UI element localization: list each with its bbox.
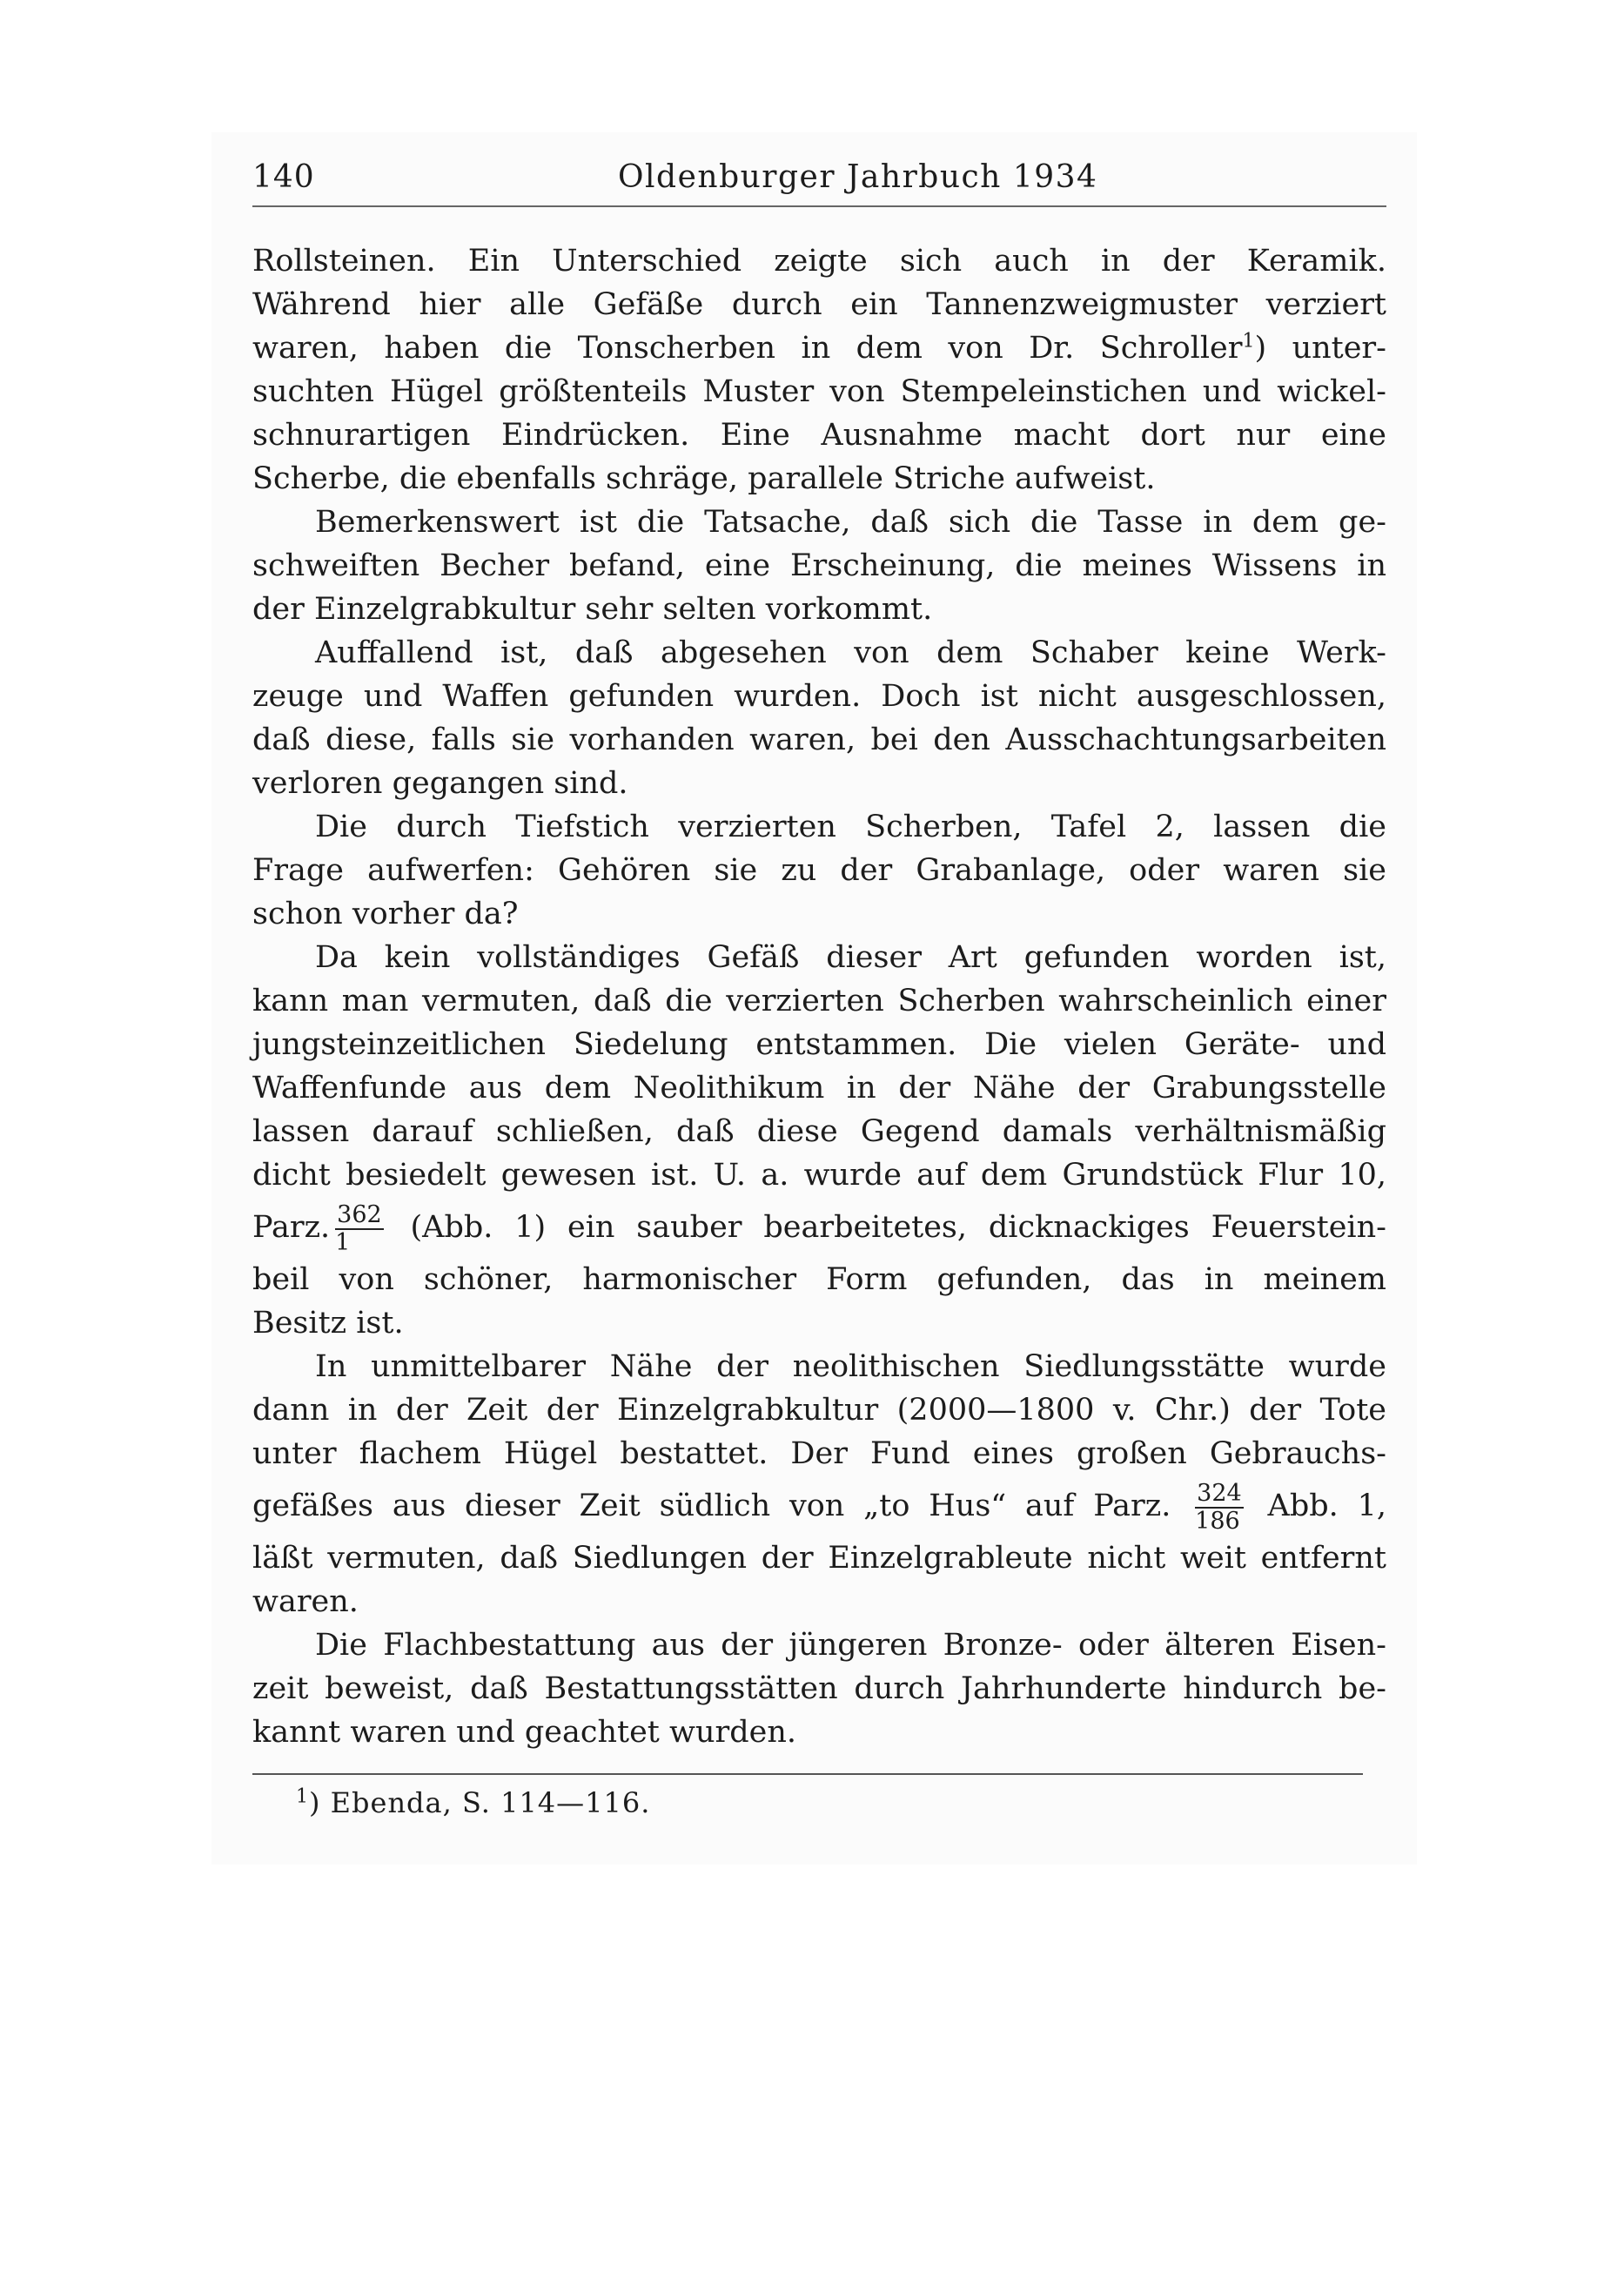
- text-line: [252, 1475, 1386, 1536]
- paragraph-start: In unmittelbarer Nähe der neolithischen Siedlungsstätte wurde: [315, 1349, 1386, 1384]
- text-line: [252, 1197, 1386, 1258]
- footnote-marker: 1: [296, 1785, 309, 1808]
- text-line: Scherbe, die ebenfalls schräge, parallele Striche aufweist.: [252, 461, 1156, 496]
- body-text: [252, 239, 1386, 1754]
- text-line: schnurartigen Eindrücken. Eine Ausnahme macht dort nur eine: [252, 418, 1386, 453]
- text-line: Rollsteinen. Ein Unterschied zeigte sich auch in der Keramik.: [252, 244, 1386, 279]
- text-line: waren.: [252, 1584, 359, 1619]
- fraction-numerator: 362: [337, 1200, 382, 1228]
- text-segment: gefäßes aus dieser Zeit südlich von „to Hus“ auf Parz.: [252, 1489, 1171, 1523]
- footnote: [296, 1786, 650, 1819]
- text-line: zeit beweist, daß Bestattungsstätten durch Jahrhunderte hindurch be-: [252, 1671, 1386, 1706]
- parcel-fraction: [335, 1202, 384, 1256]
- text-line: Waffenfunde aus dem Neolithikum in der Nähe der Grabungsstelle: [252, 1071, 1386, 1106]
- text-line: jungsteinzeitlichen Siedelung entstammen. Die vielen Geräte- und: [252, 1027, 1386, 1062]
- fraction-numerator: 324: [1197, 1479, 1242, 1507]
- text-line: läßt vermuten, daß Siedlungen der Einzelgrableute nicht weit entfernt: [252, 1541, 1386, 1576]
- text-line: beil von schöner, harmonischer Form gefunden, das in meinem: [252, 1262, 1386, 1297]
- text-line: verloren gegangen sind.: [252, 766, 628, 801]
- text-line: zeuge und Waffen gefunden wurden. Doch ist nicht ausgeschlossen,: [252, 679, 1386, 714]
- text-line: kann man vermuten, daß die verzierten Scherben wahrscheinlich einer: [252, 984, 1386, 1018]
- text-line: dicht besiedelt gewesen ist. U. a. wurde auf dem Grundstück Flur 10,: [252, 1158, 1386, 1193]
- paragraph-start: Die Flachbestattung aus der jüngeren Bronze- oder älteren Eisen-: [315, 1628, 1386, 1663]
- fraction-denominator: 1: [335, 1228, 351, 1256]
- text-line: [252, 326, 1386, 370]
- text-line: kannt waren und geachtet wurden.: [252, 1715, 797, 1750]
- text-line: unter flachem Hügel bestattet. Der Fund eines großen Gebrauchs-: [252, 1436, 1386, 1471]
- text-segment: ) unter-: [1254, 331, 1386, 366]
- paragraph-start: Auffallend ist, daß abgesehen von dem Schaber keine Werk-: [315, 635, 1386, 670]
- footnote-ref: 1: [1242, 330, 1255, 353]
- text-line: lassen darauf schließen, daß diese Gegend damals verhältnismäßig: [252, 1114, 1386, 1149]
- running-title: Oldenburger Jahrbuch 1934: [618, 159, 1098, 195]
- header-rule: [252, 205, 1386, 207]
- text-segment: Parz.: [252, 1210, 331, 1245]
- text-line: Frage aufwerfen: Gehören sie zu der Grabanlage, oder waren sie: [252, 853, 1386, 888]
- footnote-rule: [252, 1773, 1363, 1775]
- text-line: schon vorher da?: [252, 897, 519, 931]
- text-line: Besitz ist.: [252, 1306, 404, 1341]
- paragraph-start: Bemerkenswert ist die Tatsache, daß sich die Tasse in dem ge-: [315, 505, 1386, 540]
- text-segment: (Abb. 1) ein sauber bearbeitetes, dicknackiges Feuerstein-: [410, 1210, 1386, 1245]
- text-segment: Abb. 1,: [1267, 1489, 1386, 1523]
- text-segment: waren, haben die Tonscherben in dem von Dr. Schroller: [252, 331, 1243, 366]
- parcel-fraction: [1195, 1481, 1244, 1535]
- page-number: 140: [252, 159, 315, 195]
- paragraph-start: Die durch Tiefstich verzierten Scherben, Tafel 2, lassen die: [315, 810, 1386, 844]
- text-line: Während hier alle Gefäße durch ein Tannenzweigmuster verziert: [252, 287, 1386, 322]
- footnote-text: ) Ebenda, S. 114—116.: [309, 1786, 651, 1819]
- text-line: dann in der Zeit der Einzelgrabkultur (2000—1800 v. Chr.) der Tote: [252, 1393, 1386, 1428]
- text-line: suchten Hügel größtenteils Muster von Stempeleinstichen und wickel-: [252, 374, 1386, 409]
- text-line: daß diese, falls sie vorhanden waren, bei den Ausschachtungsarbeiten: [252, 723, 1386, 757]
- paragraph-start: Da kein vollständiges Gefäß dieser Art gefunden worden ist,: [315, 940, 1386, 975]
- fraction-denominator: 186: [1195, 1507, 1240, 1535]
- text-line: der Einzelgrabkultur sehr selten vorkommt.: [252, 592, 933, 627]
- page-header: [252, 159, 1384, 212]
- text-line: schweiften Becher befand, eine Erscheinung, die meines Wissens in: [252, 548, 1386, 583]
